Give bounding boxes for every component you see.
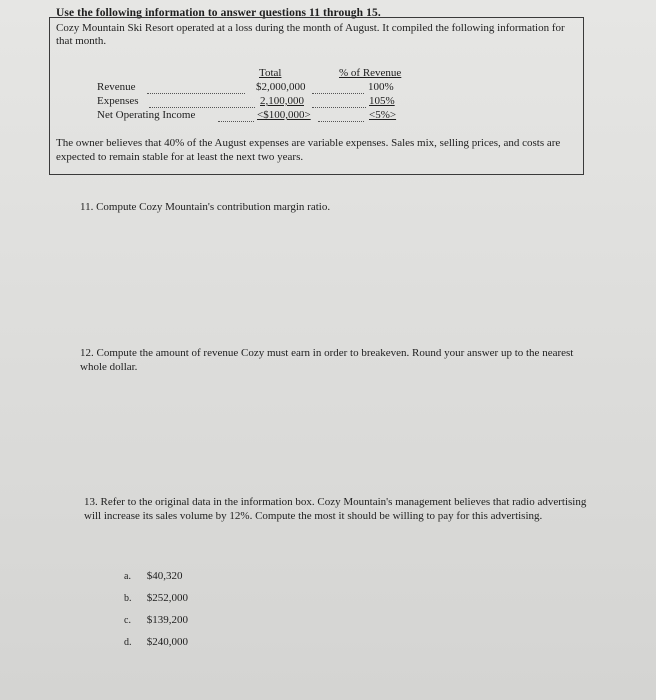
question-13 — [84, 495, 598, 523]
leader-dots — [312, 106, 366, 108]
expenses-total: 2,100,000 — [260, 95, 304, 107]
answer-option-a[interactable] — [124, 570, 183, 582]
answer-option-d[interactable] — [124, 636, 188, 648]
option-value: $252,000 — [146, 592, 188, 604]
info-intro: Cozy Mountain Ski Resort operated at a loss during the month of August. It compiled the following information for that month. — [56, 22, 565, 47]
revenue-total: $2,000,000 — [256, 81, 306, 93]
instructions-header: Use the following information to answer questions 11 through 15. — [56, 7, 381, 19]
leader-dots — [218, 120, 254, 122]
question-text: Compute the amount of revenue Cozy must earn in order to breakeven. Round your answer up to the nearest whole dollar. — [80, 347, 574, 373]
leader-dots — [318, 120, 364, 122]
question-number: 12. — [80, 347, 94, 359]
option-letter: d. — [124, 637, 132, 648]
option-letter: c. — [124, 615, 131, 626]
leader-dots — [312, 92, 364, 94]
option-value: $40,320 — [146, 570, 183, 582]
question-text: Compute Cozy Mountain's contribution margin ratio. — [96, 201, 331, 213]
column-header-pct-revenue: % of Revenue — [339, 67, 402, 79]
info-note: The owner believes that 40% of the August expenses are variable expenses. Sales mix, selling prices, and costs are expected to remain stable for at least the next two years. — [56, 137, 561, 163]
row-label-expenses: Expenses — [97, 95, 139, 107]
revenue-pct: 100% — [368, 81, 394, 93]
question-11 — [80, 200, 330, 214]
net-operating-income-total: <$100,000> — [257, 109, 311, 121]
option-value: $240,000 — [146, 636, 188, 648]
answer-option-c[interactable] — [124, 614, 188, 626]
row-label-revenue: Revenue — [97, 81, 136, 93]
question-number: 11. — [80, 201, 94, 213]
question-number: 13. — [84, 496, 98, 508]
option-letter: b. — [124, 593, 132, 604]
column-header-total: Total — [259, 67, 282, 79]
row-label-net-operating-income: Net Operating Income — [97, 109, 196, 121]
question-text: Refer to the original data in the information box. Cozy Mountain's management believes that radio advertising will increase its sales volume by 12%. Compute the most it should be willing to pay for this advertising. — [84, 496, 587, 522]
expenses-pct: 105% — [369, 95, 395, 107]
leader-dots — [147, 92, 245, 94]
information-box — [49, 17, 584, 175]
question-12 — [80, 346, 590, 374]
answer-option-b[interactable] — [124, 592, 188, 604]
net-operating-income-pct: <5%> — [369, 109, 397, 121]
option-letter: a. — [124, 571, 131, 582]
leader-dots — [149, 106, 255, 108]
option-value: $139,200 — [146, 614, 188, 626]
